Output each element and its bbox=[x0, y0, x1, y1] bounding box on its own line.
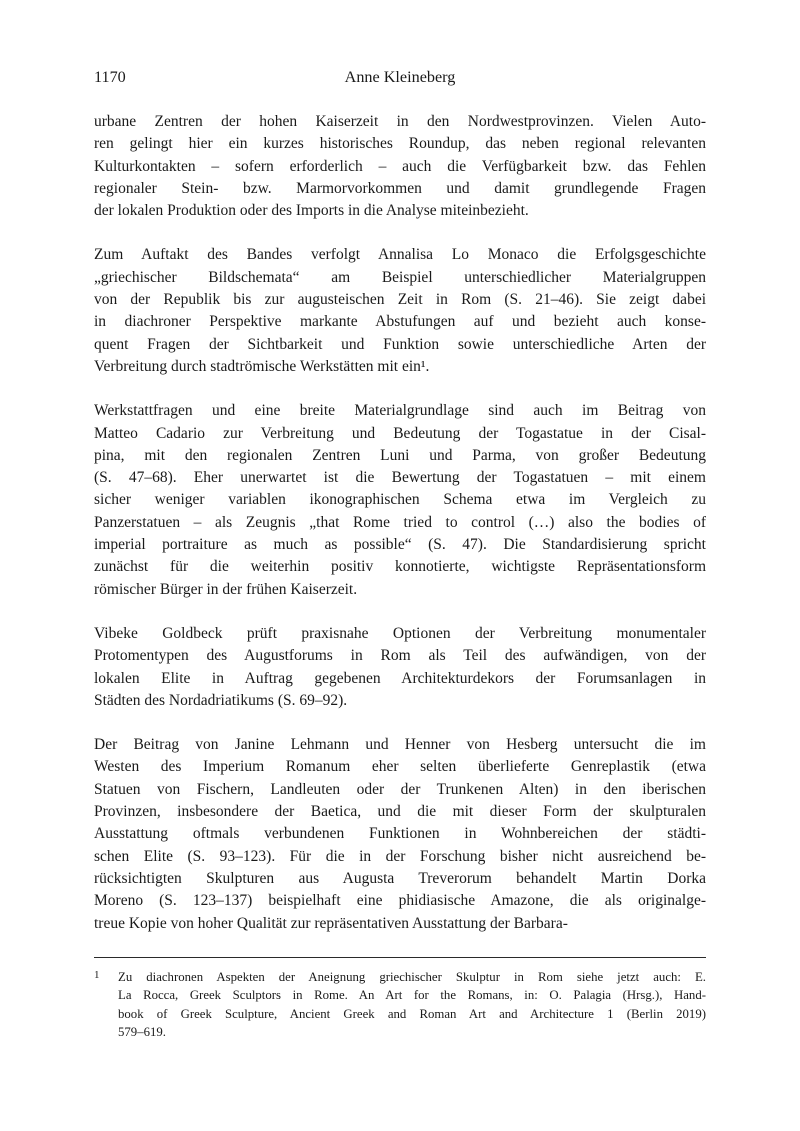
text-line: lokalen Elite in Auftrag gegebenen Architekturdekors der Forumsanlagen in bbox=[94, 669, 706, 687]
text-line: von der Republik bis zur augusteischen Zeit in Rom (S. 21–46). Sie zeigt dabei bbox=[94, 291, 706, 309]
text-line: Der Beitrag von Janine Lehmann und Henner von Hesberg untersucht die im bbox=[94, 736, 706, 754]
body-text bbox=[94, 111, 706, 935]
paragraph bbox=[94, 244, 706, 378]
text-line: ren gelingt hier ein kurzes historisches Roundup, das neben regional relevanten bbox=[94, 135, 706, 153]
text-line: schen Elite (S. 93–123). Für die in der Forschung bisher nicht ausreichend be- bbox=[94, 847, 706, 865]
paragraph bbox=[94, 734, 706, 935]
text-line: Protomentypen des Augustforums in Rom als Teil des aufwändigen, von der bbox=[94, 647, 706, 665]
footnote bbox=[94, 968, 706, 1042]
text-line: Provinzen, insbesondere der Baetica, und die mit dieser Form der skulpturalen bbox=[94, 803, 706, 821]
text-line: „griechischer Bildschemata“ am Beispiel unterschiedlicher Materialgruppen bbox=[94, 268, 706, 286]
paragraph bbox=[94, 623, 706, 712]
text-line: zunächst für die weiterhin positiv konnotierte, wichtigste Repräsentationsform bbox=[94, 558, 706, 576]
text-line: Kulturkontakten – sofern erforderlich – auch die Verfügbarkeit bzw. das Fehlen bbox=[94, 157, 706, 175]
text-line: Westen des Imperium Romanum eher selten überlieferte Genreplastik (etwa bbox=[94, 758, 706, 776]
text-line: Verbreitung durch stadtrömische Werkstätten mit ein¹. bbox=[94, 357, 430, 375]
text-line: in diachroner Perspektive markante Abstufungen auf und bezieht auch konse- bbox=[94, 313, 706, 331]
text-line: pina, mit den regionalen Zentren Luni und Parma, von großer Bedeutung bbox=[94, 446, 706, 464]
text-line: sicher weniger variablen ikonographischen Schema etwa im Vergleich zu bbox=[94, 491, 706, 509]
text-line: 579–619. bbox=[118, 1025, 166, 1040]
text-line: book of Greek Sculpture, Ancient Greek and Roman Art and Architecture 1 (Berlin 2019) bbox=[118, 1006, 706, 1021]
footnote-marker: 1 bbox=[94, 968, 100, 981]
text-line: Ausstattung oftmals verbundenen Funktionen in Wohnbereichen der städti- bbox=[94, 825, 706, 843]
running-head-author: Anne Kleineberg bbox=[344, 68, 456, 86]
text-line: Werkstattfragen und eine breite Materialgrundlage sind auch im Beitrag von bbox=[94, 402, 706, 420]
text-line: Panzerstatuen – als Zeugnis „that Rome tried to control (…) also the bodies of bbox=[94, 513, 706, 531]
running-header bbox=[94, 68, 706, 87]
paragraph bbox=[94, 400, 706, 601]
text-line: Städten des Nordadriatikums (S. 69–92). bbox=[94, 691, 348, 709]
text-line: römischer Bürger in der frühen Kaiserzeit. bbox=[94, 580, 358, 598]
text-line: Vibeke Goldbeck prüft praxisnahe Optionen der Verbreitung monumentaler bbox=[94, 624, 706, 642]
text-line: treue Kopie von hoher Qualität zur repräsentativen Ausstattung der Barbara- bbox=[94, 914, 568, 932]
text-line: (S. 47–68). Eher unerwartet ist die Bewertung der Togastatuen – mit einem bbox=[94, 469, 706, 487]
text-line: Zum Auftakt des Bandes verfolgt Annalisa Lo Monaco die Erfolgsgeschichte bbox=[94, 246, 706, 264]
text-line: Statuen von Fischern, Landleuten oder der Trunkenen Alten) in den iberischen bbox=[94, 780, 706, 798]
text-line: rücksichtigten Skulpturen aus Augusta Treverorum behandelt Martin Dorka bbox=[94, 869, 706, 887]
text-line: Moreno (S. 123–137) beispielhaft eine phidiasische Amazone, die als originalge- bbox=[94, 892, 706, 910]
paragraph bbox=[94, 111, 706, 222]
page-number: 1170 bbox=[94, 68, 126, 86]
text-line: Matteo Cadario zur Verbreitung und Bedeutung der Togastatue in der Cisal- bbox=[94, 424, 706, 442]
text-line: quent Fragen der Sichtbarkeit und Funktion sowie unterschiedliche Arten der bbox=[94, 335, 706, 353]
text-line: La Rocca, Greek Sculptors in Rome. An Art for the Romans, in: O. Palagia (Hrsg.), Hand- bbox=[118, 988, 706, 1003]
text-line: der lokalen Produktion oder des Imports in die Analyse miteinbezieht. bbox=[94, 202, 529, 220]
text-line: Zu diachronen Aspekten der Aneignung griechischer Skulptur in Rom siehe jetzt auch: E. bbox=[118, 969, 706, 984]
text-line: imperial portraiture as much as possible“ (S. 47). Die Standardisierung spricht bbox=[94, 536, 706, 554]
text-line: urbane Zentren der hohen Kaiserzeit in den Nordwestprovinzen. Vielen Auto- bbox=[94, 113, 706, 130]
footnote-text bbox=[118, 968, 706, 1042]
text-line: regionaler Stein- bzw. Marmorvorkommen und damit grundlegende Fragen bbox=[94, 179, 706, 197]
footnote-separator bbox=[94, 957, 706, 958]
